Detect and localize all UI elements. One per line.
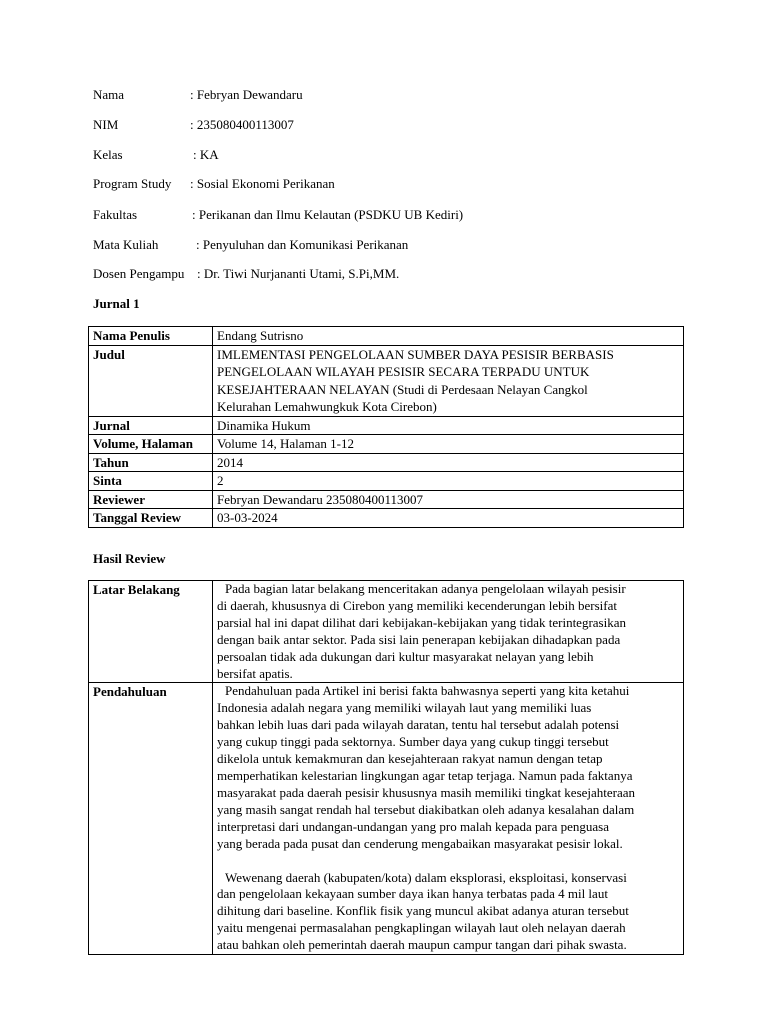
paragraph	[217, 870, 679, 955]
text-line: memperhatikan kelestarian lingkungan agar tetap terjaga. Namun pada faktanya	[217, 767, 633, 783]
info-label: Fakultas	[93, 207, 138, 222]
row-label: Latar Belakang	[89, 581, 213, 683]
row-value: Volume 14, Halaman 1-12	[213, 435, 684, 454]
row-label: Volume, Halaman	[89, 435, 213, 454]
text-line: dihitung dari baseline. Konflik fisik yang muncul akibat adanya aturan tersebut	[217, 903, 629, 919]
paragraph	[217, 683, 679, 852]
table-row	[89, 581, 684, 683]
text-line: persoalan tidak ada dukungan dari kultur masyarakat nelayan yang lebih	[217, 648, 594, 664]
info-value: : KA	[193, 147, 219, 162]
table-row	[89, 683, 684, 955]
table-row	[89, 327, 684, 346]
row-value: 03-03-2024	[213, 509, 684, 528]
text-line: yang masih sangat rendah hal tersebut diakibatkan oleh adanya kesalahan dalam	[217, 801, 635, 817]
hasil-review-heading: Hasil Review	[93, 551, 166, 566]
info-label: Mata Kuliah	[93, 237, 159, 252]
text-line: yaitu mengenai permasalahan pengkaplingan wilayah laut oleh nelayan daerah	[217, 920, 626, 936]
row-value: 2	[213, 472, 684, 491]
table-row	[89, 490, 684, 509]
text-line: dan pengelolaan kekayaan sumber daya ikan hanya terbatas pada 4 mil laut	[217, 886, 608, 902]
row-label: Nama Penulis	[89, 327, 213, 346]
info-label: Nama	[93, 87, 125, 102]
text-line: Pendahuluan pada Artikel ini berisi fakta bahwasnya seperti yang kita ketahui	[225, 683, 630, 699]
row-label: Jurnal	[89, 416, 213, 435]
latar-belakang-text	[213, 581, 684, 683]
text-line: parsial hal ini dapat dilihat dari kebijakan-kebijakan yang tidak terintegrasikan	[217, 614, 626, 630]
text-line: bahkan lebih luas dari pada wilayah daratan, tentu hal tersebut adalah potensi	[217, 717, 620, 733]
row-value: Dinamika Hukum	[213, 416, 684, 435]
info-value: : Penyuluhan dan Komunikasi Perikanan	[196, 237, 409, 252]
row-label: Judul	[89, 345, 213, 416]
judul-line: KESEJAHTERAAN NELAYAN (Studi di Perdesaan Nelayan Cangkol	[217, 381, 588, 397]
table-row	[89, 435, 684, 454]
judul-line: PENGELOLAAN WILAYAH PESISIR SECARA TERPADU UNTUK	[217, 364, 590, 379]
text-line: Indonesia adalah negara yang memiliki wilayah laut yang memiliki luas	[217, 700, 592, 716]
row-label: Reviewer	[89, 490, 213, 509]
info-label: NIM	[93, 117, 119, 132]
jurnal-heading: Jurnal 1	[93, 296, 140, 311]
journal-meta-table	[88, 326, 684, 528]
text-line: dengan baik antar sektor. Pada sisi lain penerapan kebijakan dihadapkan pada	[217, 631, 621, 647]
table-row	[89, 453, 684, 472]
pendahuluan-text	[213, 683, 684, 955]
text-line: bersifat apatis.	[217, 665, 293, 681]
info-value: : Sosial Ekonomi Perikanan	[190, 176, 335, 191]
text-line: dikelola untuk kemakmuran dan kesejahteraan rakyat namun dengan tetap	[217, 751, 603, 767]
table-row	[89, 416, 684, 435]
review-table	[88, 580, 684, 955]
table-row	[89, 345, 684, 416]
info-value: : Perikanan dan Ilmu Kelautan (PSDKU UB Kediri)	[192, 207, 464, 222]
text-line: Pada bagian latar belakang menceritakan adanya pengelolaan wilayah pesisir	[225, 581, 626, 596]
text-line: interpretasi dari undangan-undangan yang pro malah kepada para penguasa	[217, 818, 610, 834]
row-label: Tanggal Review	[89, 509, 213, 528]
text-line: masyarakat pada daerah pesisir khususnya masih memiliki tingkat kesejahteraan	[217, 784, 636, 800]
table-row	[89, 472, 684, 491]
text-line: yang berada pada pusat dan cenderung mengabaikan masyarakat pesisir lokal.	[217, 835, 623, 851]
info-value: : Dr. Tiwi Nurjananti Utami, S.Pi,MM.	[197, 266, 400, 281]
text-line: atau bahkan oleh pemerintah daerah maupun campur tangan dari pihak swasta.	[217, 937, 627, 953]
info-label: Kelas	[93, 147, 123, 162]
info-value: : 235080400113007	[190, 117, 294, 132]
row-label: Tahun	[89, 453, 213, 472]
table-row	[89, 509, 684, 528]
info-label: Program Study	[93, 176, 172, 191]
row-label: Sinta	[89, 472, 213, 491]
text-line: yang cukup tinggi pada sektornya. Sumber daya yang cukup tinggi tersebut	[217, 734, 609, 750]
row-label: Pendahuluan	[89, 683, 213, 955]
row-value: Febryan Dewandaru 235080400113007	[213, 490, 684, 509]
info-label: Dosen Pengampu	[93, 266, 185, 281]
text-line: di daerah, khususnya di Cirebon yang memiliki kecenderungan lebih bersifat	[217, 597, 617, 613]
row-value: 2014	[213, 453, 684, 472]
judul-line: Kelurahan Lemahwungkuk Kota Cirebon)	[217, 399, 437, 414]
row-value: Endang Sutrisno	[213, 327, 684, 346]
judul-line: IMLEMENTASI PENGELOLAAN SUMBER DAYA PESISIR BERBASIS	[217, 346, 614, 362]
judul-value	[213, 345, 684, 416]
text-line: Wewenang daerah (kabupaten/kota) dalam eksplorasi, eksploitasi, konservasi	[225, 869, 627, 885]
info-value: : Febryan Dewandaru	[190, 87, 303, 102]
